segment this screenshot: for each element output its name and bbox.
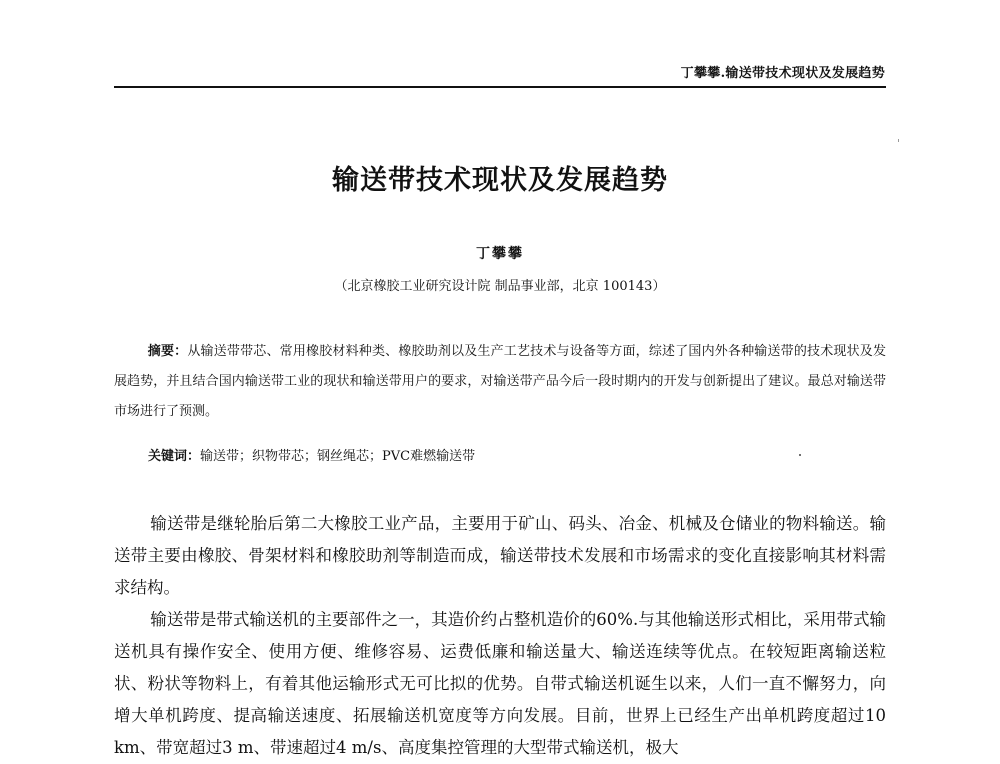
running-header: 丁攀攀.输送带技术现状及发展趋势: [680, 66, 885, 81]
author-affiliation: （北京橡胶工业研究设计院 制品事业部，北京 100143）: [334, 279, 666, 294]
author-name: 丁攀攀: [476, 246, 524, 262]
scan-mark: [799, 454, 801, 456]
scan-mark: [898, 139, 899, 142]
body-text: [114, 508, 886, 764]
header-rule: [114, 86, 886, 88]
abstract-text: 从输送带带芯、常用橡胶材料种类、橡胶助剂以及生产工艺技术与设备等方面，综述了国内外各种输送带的技术现状及发展趋势，并且结合国内输送带工业的现状和输送带用户的要求，对输送带产品今后一段时期内的开发与创新提出了建议。最总对输送带市场进行了预测。: [114, 344, 886, 419]
abstract: [114, 337, 886, 427]
keywords-label: 关键词：: [148, 449, 201, 464]
body-paragraph: 输送带是带式输送机的主要部件之一，其造价约占整机造价的60%.与其他输送形式相比，采用带式输送机具有操作安全、使用方便、维修容易、运费低廉和输送量大、输送连续等优点。在较短距离输送粒状、粉状等物料上，有着其他运输形式无可比拟的优势。自带式输送机诞生以来，人们一直不懈努力，向增大单机跨度、提高输送速度、拓展输送机宽度等方向发展。目前，世界上已经生产出单机跨度超过10 km、带宽超过3 m、带速超过4 m/s、高度集控管理的大型带式输送机，极大: [114, 610, 886, 757]
keywords-text: 输送带；织物带芯；钢丝绳芯；PVC难燃输送带: [200, 449, 476, 464]
keywords: [148, 445, 475, 464]
body-paragraph: 输送带是继轮胎后第二大橡胶工业产品，主要用于矿山、码头、冶金、机械及仓储业的物料输送。输送带主要由橡胶、骨架材料和橡胶助剂等制造而成，输送带技术发展和市场需求的变化直接影响其材料需求结构。: [114, 514, 886, 597]
abstract-label: 摘要：: [147, 344, 188, 359]
paper-title: 输送带技术现状及发展趋势: [332, 165, 668, 196]
